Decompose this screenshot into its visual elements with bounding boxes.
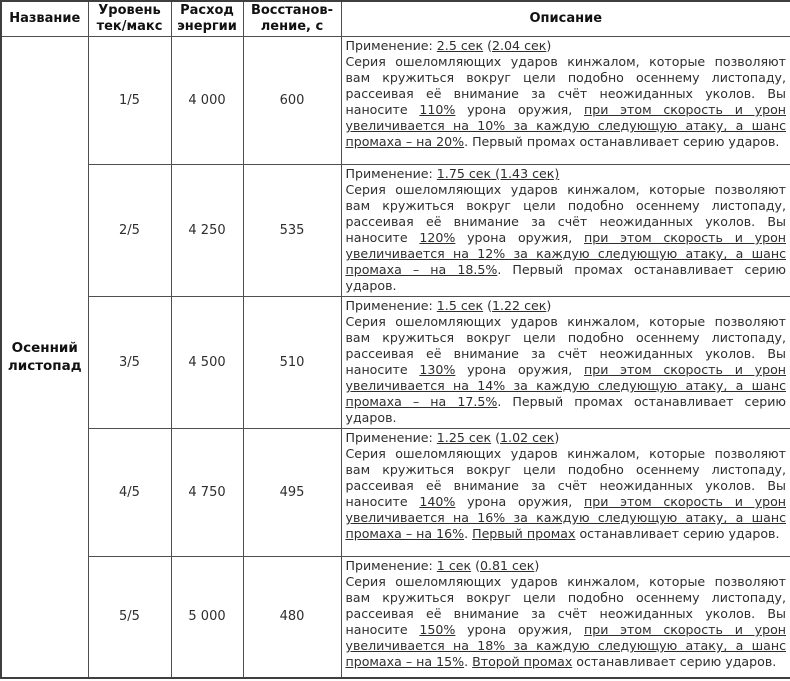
cooldown-cell: 480	[243, 557, 341, 678]
energy-cost-cell: 5 000	[171, 557, 243, 678]
description-cell	[341, 429, 790, 557]
table-header-row	[1, 1, 790, 37]
energy-cost-cell: 4 750	[171, 429, 243, 557]
table-row	[1, 429, 790, 557]
apply-time-line: Применение: 1.5 сек (1.22 сек)	[345, 298, 552, 313]
skill-name-cell: Осенний листопад	[1, 37, 88, 678]
description-cell	[341, 297, 790, 429]
apply-time-line: Применение: 2.5 сек (2.04 сек)	[345, 38, 552, 53]
table-row	[1, 37, 790, 165]
level-cell: 2/5	[88, 165, 171, 297]
level-cell: 3/5	[88, 297, 171, 429]
cooldown-cell: 510	[243, 297, 341, 429]
energy-cost-cell: 4 250	[171, 165, 243, 297]
header-name: Название	[1, 1, 88, 37]
apply-time-line: Применение: 1.25 сек (1.02 сек)	[345, 430, 560, 445]
apply-time-line: Применение: 1 сек (0.81 сек)	[345, 558, 540, 573]
level-cell: 4/5	[88, 429, 171, 557]
cooldown-cell: 495	[243, 429, 341, 557]
description-cell	[341, 37, 790, 165]
description-text: Серия ошеломляющих ударов кинжалом, которые позволяют вам кружиться вокруг цели подобно осеннему листопаду, рассеивая её внимание за счёт неожиданных уколов. Вы наносите 110% урона оружия, при этом скорость и урон увеличивается на 10% за каждую следующую атаку, а шанс промаха – на 20%. Первый промах останавливает серию ударов.	[345, 54, 787, 149]
energy-cost-cell: 4 500	[171, 297, 243, 429]
table-row	[1, 297, 790, 429]
energy-cost-cell: 4 000	[171, 37, 243, 165]
table-row	[1, 557, 790, 678]
level-cell: 1/5	[88, 37, 171, 165]
header-level: Уровень тек/макс	[88, 1, 171, 37]
cooldown-cell: 600	[243, 37, 341, 165]
skill-table-body	[1, 37, 790, 678]
header-energy-cost: Расход энергии	[171, 1, 243, 37]
table-row	[1, 165, 790, 297]
level-cell: 5/5	[88, 557, 171, 678]
cooldown-cell: 535	[243, 165, 341, 297]
description-text: Серия ошеломляющих ударов кинжалом, которые позволяют вам кружиться вокруг цели подобно осеннему листопаду, рассеивая её внимание за счёт неожиданных уколов. Вы наносите 140% урона оружия, при этом скорость и урон увеличивается на 16% за каждую следующую атаку, а шанс промаха – на 16%. Первый промах останавливает серию ударов.	[345, 446, 787, 541]
description-text: Серия ошеломляющих ударов кинжалом, которые позволяют вам кружиться вокруг цели подобно осеннему листопаду, рассеивая её внимание за счёт неожиданных уколов. Вы наносите 150% урона оружия, при этом скорость и урон увеличивается на 18% за каждую следующую атаку, а шанс промаха – на 15%. Второй промах останавливает серию ударов.	[345, 574, 787, 669]
header-description: Описание	[341, 1, 790, 37]
header-cooldown: Восстанов-ление, с	[243, 1, 341, 37]
apply-time-line: Применение: 1.75 сек (1.43 сек)	[345, 166, 560, 181]
description-text: Серия ошеломляющих ударов кинжалом, которые позволяют вам кружиться вокруг цели подобно осеннему листопаду, рассеивая её внимание за счёт неожиданных уколов. Вы наносите 120% урона оружия, при этом скорость и урон увеличивается на 12% за каждую следующую атаку, а шанс промаха – на 18.5%. Первый промах останавливает серию ударов.	[345, 182, 787, 293]
description-cell	[341, 557, 790, 678]
description-cell	[341, 165, 790, 297]
description-text: Серия ошеломляющих ударов кинжалом, которые позволяют вам кружиться вокруг цели подобно осеннему листопаду, рассеивая её внимание за счёт неожиданных уколов. Вы наносите 130% урона оружия, при этом скорость и урон увеличивается на 14% за каждую следующую атаку, а шанс промаха – на 17.5%. Первый промах останавливает серию ударов.	[345, 314, 787, 425]
